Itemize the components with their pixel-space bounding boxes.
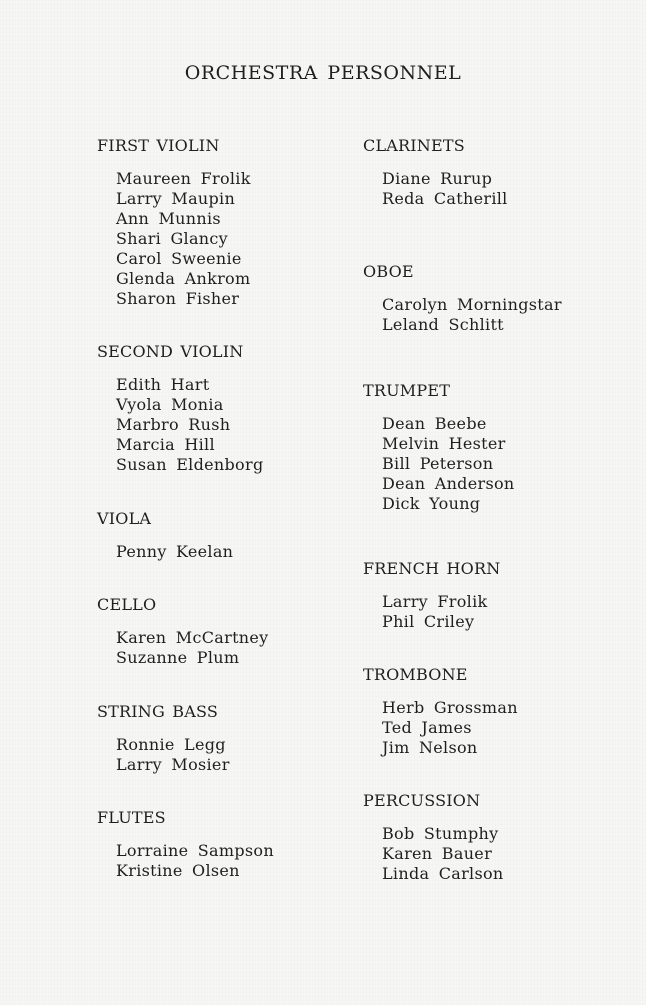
member-name: Vyola Monia: [116, 395, 224, 414]
section-trumpet: [363, 381, 623, 514]
member-name: Ted James: [382, 718, 472, 737]
section-clarinets: [363, 136, 623, 209]
section-percussion: [363, 791, 623, 884]
member-name: Phil Criley: [382, 612, 475, 631]
member-name: Bill Peterson: [382, 454, 494, 473]
section-heading: FRENCH HORN: [363, 559, 501, 578]
member-name: Karen McCartney: [116, 628, 269, 647]
member-name: Karen Bauer: [382, 844, 493, 863]
member-name: Melvin Hester: [382, 434, 506, 453]
section-heading: CLARINETS: [363, 136, 465, 155]
member-list: [382, 169, 623, 209]
section-heading: FIRST VIOLIN: [97, 136, 220, 155]
section-heading: VIOLA: [97, 509, 152, 528]
member-name: Bob Stumphy: [382, 824, 499, 843]
section-flutes: [97, 808, 347, 881]
member-name: Leland Schlitt: [382, 315, 504, 334]
member-name: Reda Catherill: [382, 189, 508, 208]
section-viola: [97, 509, 347, 562]
member-name: Shari Glancy: [116, 229, 228, 248]
section-string-bass: [97, 702, 347, 775]
member-name: Diane Rurup: [382, 169, 493, 188]
section-heading: SECOND VIOLIN: [97, 342, 244, 361]
section-heading: CELLO: [97, 595, 157, 614]
member-list: [116, 542, 347, 562]
section-oboe: [363, 262, 623, 335]
section-cello: [97, 595, 347, 668]
member-name: Carol Sweenie: [116, 249, 242, 268]
member-name: Susan Eldenborg: [116, 455, 264, 474]
member-name: Sharon Fisher: [116, 289, 240, 308]
left-column: [97, 136, 347, 881]
member-name: Larry Frolik: [382, 592, 488, 611]
member-name: Ann Munnis: [116, 209, 221, 228]
member-list: [382, 698, 623, 758]
section-heading: TROMBONE: [363, 665, 468, 684]
member-list: [382, 414, 623, 514]
member-name: Dick Young: [382, 494, 481, 513]
section-trombone: [363, 665, 623, 758]
member-name: Lorraine Sampson: [116, 841, 274, 860]
member-name: Dean Beebe: [382, 414, 487, 433]
member-list: [382, 592, 623, 632]
member-list: [382, 295, 623, 335]
member-list: [116, 628, 347, 668]
member-name: Carolyn Morningstar: [382, 295, 562, 314]
member-name: Suzanne Plum: [116, 648, 240, 667]
member-name: Glenda Ankrom: [116, 269, 251, 288]
section-second-violin: [97, 342, 347, 475]
member-list: [116, 735, 347, 775]
member-list: [116, 375, 347, 475]
member-name: Kristine Olsen: [116, 861, 240, 880]
page-title: ORCHESTRA PERSONNEL: [184, 62, 462, 84]
member-name: Jim Nelson: [382, 738, 478, 757]
section-heading: STRING BASS: [97, 702, 219, 721]
member-name: Penny Keelan: [116, 542, 234, 561]
member-name: Larry Mosier: [116, 755, 230, 774]
member-list: [116, 841, 347, 881]
member-name: Ronnie Legg: [116, 735, 226, 754]
section-heading: FLUTES: [97, 808, 166, 827]
member-name: Marbro Rush: [116, 415, 231, 434]
member-name: Larry Maupin: [116, 189, 236, 208]
member-name: Marcia Hill: [116, 435, 215, 454]
member-name: Maureen Frolik: [116, 169, 251, 188]
member-list: [382, 824, 623, 884]
member-list: [116, 169, 347, 309]
section-heading: TRUMPET: [363, 381, 451, 400]
member-name: Herb Grossman: [382, 698, 518, 717]
member-name: Linda Carlson: [382, 864, 504, 883]
member-name: Edith Hart: [116, 375, 210, 394]
member-name: Dean Anderson: [382, 474, 515, 493]
section-first-violin: [97, 136, 347, 309]
section-heading: OBOE: [363, 262, 414, 281]
section-heading: PERCUSSION: [363, 791, 481, 810]
right-column: [363, 136, 623, 884]
section-french-horn: [363, 559, 623, 632]
